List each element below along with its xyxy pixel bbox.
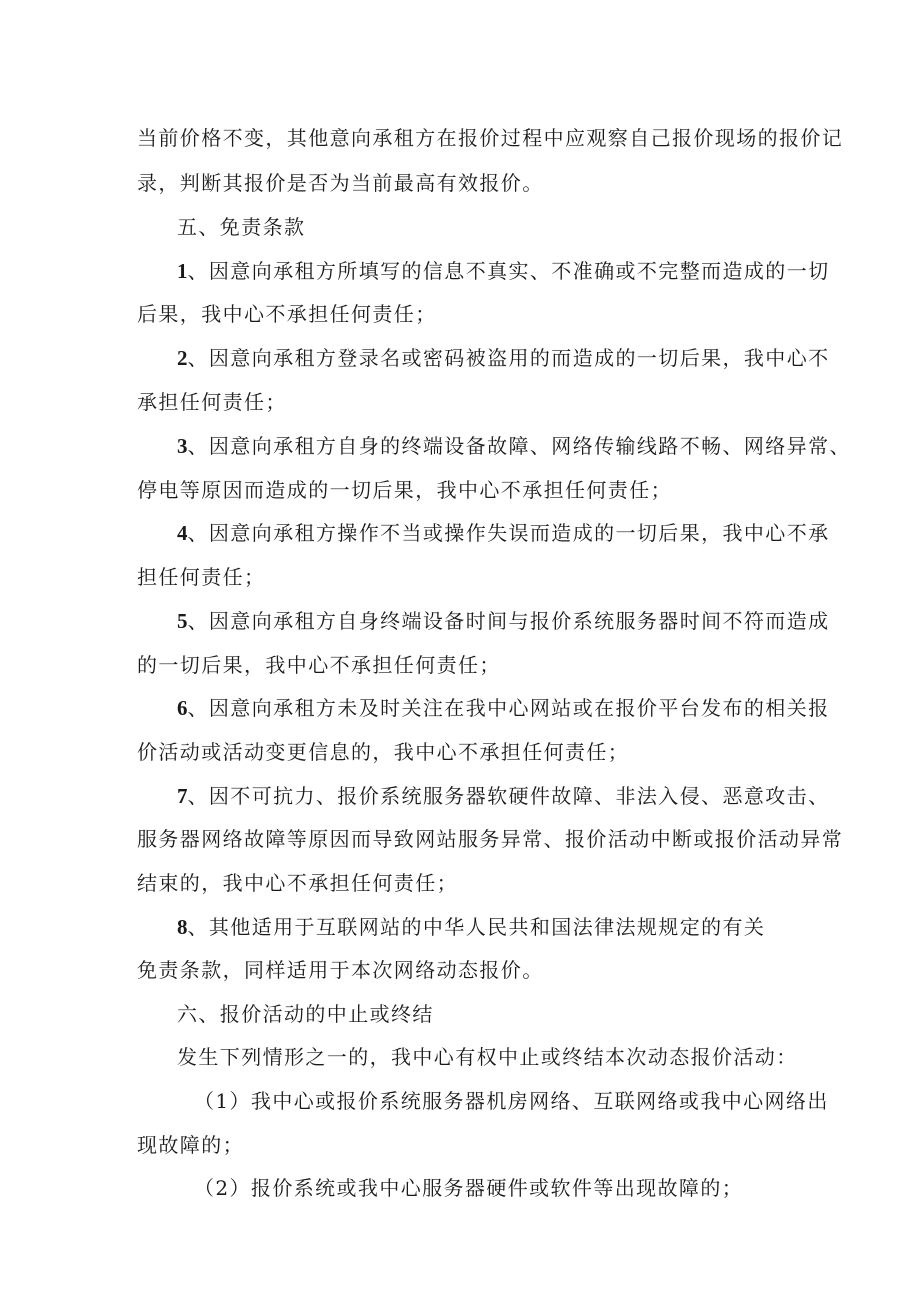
clause-2-line-1: 2、因意向承租方登录名或密码被盗用的而造成的一切后果，我中心不 <box>177 346 830 370</box>
pricing-paragraph-line-1: 当前价格不变，其他意向承租方在报价过程中应观察自己报价现场的报价记 <box>137 126 844 150</box>
clause-7-line-2: 服务器网络故障等原因而导致网站服务异常、报价活动中断或报价活动异常 <box>137 827 844 851</box>
clause-3-line-2: 停电等原因而造成的一切后果，我中心不承担任何责任； <box>137 478 672 502</box>
clause-5-line-2: 的一切后果，我中心不承担任何责任； <box>137 653 501 677</box>
clause-3-number: 3 <box>177 434 188 458</box>
clause-4-line-2: 担任何责任； <box>137 565 266 589</box>
clause-8-number: 8 <box>177 915 188 939</box>
clause-7-line-1: 7、因不可抗力、报价系统服务器软硬件故障、非法入侵、恶意攻击、 <box>177 784 830 808</box>
pricing-paragraph-line-2: 录，判断其报价是否为当前最高有效报价。 <box>137 171 544 195</box>
clause-5-number: 5 <box>177 609 188 633</box>
clause-5-line-1: 5、因意向承租方自身终端设备时间与报价系统服务器时间不符而造成 <box>177 609 830 633</box>
clause-1-number: 1 <box>177 259 188 283</box>
section-5-heading: 五、免责条款 <box>177 215 306 239</box>
sub-item-1-line-1: （1）我中心或报价系统服务器机房网络、互联网络或我中心网络出 <box>194 1089 829 1113</box>
clause-7-line-3: 结束的，我中心不承担任何责任； <box>137 871 458 895</box>
sub-item-2-line-1: （2）报价系统或我中心服务器硬件或软件等出现故障的； <box>194 1176 744 1200</box>
clause-4-line-1: 4、因意向承租方操作不当或操作失误而造成的一切后果，我中心不承 <box>177 521 830 545</box>
clause-6-number: 6 <box>177 696 188 720</box>
clause-4-number: 4 <box>177 521 188 545</box>
clause-2-number: 2 <box>177 346 188 370</box>
clause-6-line-1: 6、因意向承租方未及时关注在我中心网站或在报价平台发布的相关报 <box>177 696 830 720</box>
clause-8-line-2: 免责条款，同样适用于本次网络动态报价。 <box>137 958 544 982</box>
clause-1-line-1: 1、因意向承租方所填写的信息不真实、不准确或不完整而造成的一切 <box>177 259 830 283</box>
clause-7-number: 7 <box>177 784 188 808</box>
clause-3-line-1: 3、因意向承租方自身的终端设备故障、网络传输线路不畅、网络异常、 <box>177 434 851 458</box>
sub-item-1-line-2: 现故障的； <box>137 1133 244 1157</box>
clause-1-line-2: 后果，我中心不承担任何责任； <box>137 302 437 326</box>
section-6-intro: 发生下列情形之一的，我中心有权中止或终结本次动态报价活动： <box>177 1045 798 1069</box>
clause-6-line-2: 价活动或活动变更信息的，我中心不承担任何责任； <box>137 740 630 764</box>
clause-8-line-1: 8、其他适用于互联网站的中华人民共和国法律法规规定的有关 <box>177 915 766 939</box>
section-6-heading: 六、报价活动的中止或终结 <box>177 1002 434 1026</box>
clause-2-line-2: 承担任何责任； <box>137 390 287 414</box>
